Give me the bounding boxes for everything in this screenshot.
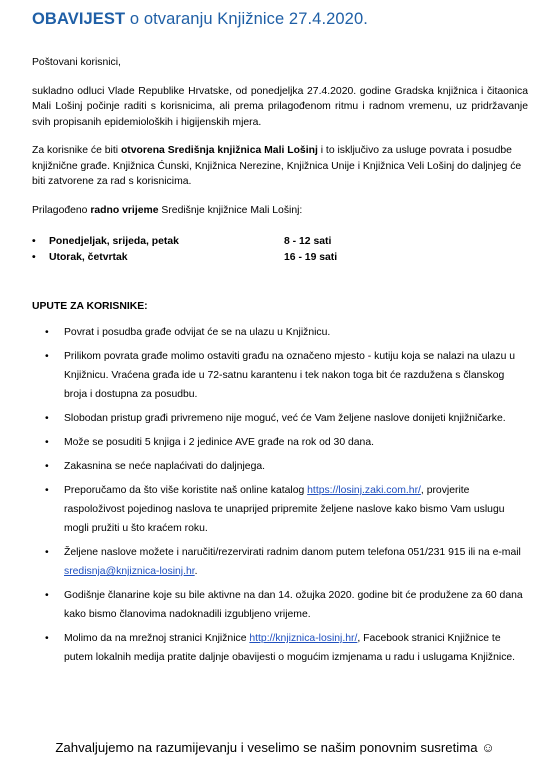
- hours-intro-bold: radno vrijeme: [90, 204, 159, 216]
- instruction-item: [32, 347, 528, 404]
- instruction-text: Zakasnina se neće naplaćivati do daljnjega.: [64, 461, 266, 472]
- instruction-text: Molimo da na mrežnoj stranici Knjižnice: [64, 633, 250, 644]
- instruction-text: Povrat i posudba građe odvijat će se na ulazu u Knjižnicu.: [64, 327, 331, 338]
- hours-intro: [32, 203, 528, 219]
- hours-item: [32, 234, 528, 250]
- bullet-icon: •: [32, 251, 36, 263]
- hours-time: 8 - 12 sati: [284, 236, 332, 247]
- instruction-text: Godišnje članarine koje su bile aktivne na dan 14. ožujka 2020. godine bit će produžene za 60 dana kako bismo članovima nadoknadili izgubljeno vrijeme.: [64, 590, 523, 620]
- branches-text-a: Za korisnike će biti: [32, 145, 121, 156]
- instruction-text: Prilikom povrata građe molimo ostaviti građu na označeno mjesto - kutiju koja se nalazi na ulazu u Knjižnicu. Vraćena građa ide u 72-satnu karantenu i tek nakon toga bit će razdužena s članskog broja i dostupna za posudbu.: [64, 351, 516, 400]
- instruction-item: [32, 457, 528, 476]
- bullet-icon: •: [45, 633, 49, 644]
- hours-days: Ponedjeljak, srijeda, petak: [49, 236, 179, 247]
- bullet-icon: •: [45, 413, 49, 424]
- instruction-text: Može se posuditi 5 knjiga i 2 jedinice AVE građe na rok od 30 dana.: [64, 437, 374, 448]
- instruction-text: .: [194, 566, 198, 577]
- instruction-text: Slobodan pristup građi privremeno nije moguć, već će Vam željene naslove donijeti knjižničarke.: [64, 413, 506, 424]
- title-rest: o otvaranju Knjižnice 27.4.2020.: [125, 10, 368, 28]
- greeting: Poštovani korisnici,: [32, 57, 121, 68]
- bullet-icon: •: [32, 236, 36, 247]
- hours-intro-b: Središnje knjižnice Mali Lošinj:: [158, 204, 303, 216]
- website-link[interactable]: http://knjiznica-losinj.hr/: [249, 633, 358, 644]
- bullet-icon: •: [45, 351, 49, 362]
- bullet-icon: •: [45, 485, 49, 496]
- intro-paragraph: sukladno odluci Vlade Republike Hrvatske, od ponedjeljka 27.4.2020. godine Gradska knjižnica i čitaonica Mali Lošinj počinje raditi s korisnicima, ali prema prilagođenom ritmu i radnom vremenu, uz pridržavanje svih propisanih epidemioloških i higijenskih mjera.: [32, 85, 528, 128]
- branches-text-b: i to isključivo za usluge povrata i posudbe knjižnične građe. Knjižnica Ćunski, Knjižnica Nerezine, Knjižnica Unije i Knjižnica Veli Lošinj do daljnjeg će biti zatvorene za rad s korisnicima.: [32, 145, 522, 187]
- hours-item: [32, 250, 528, 266]
- instruction-item: [32, 409, 528, 428]
- bullet-icon: •: [45, 437, 49, 448]
- instructions-list: [32, 323, 528, 667]
- branches-paragraph: [32, 143, 528, 190]
- instruction-text: Preporučamo da što više koristite naš online katalog: [64, 485, 308, 496]
- instruction-item: [32, 629, 528, 667]
- bullet-icon: •: [45, 590, 49, 601]
- bullet-icon: •: [45, 327, 49, 338]
- instruction-text: Željene naslove možete i naručiti/rezervirati radnim danom putem telefona 051/231 915 ili na e-mail: [64, 547, 521, 558]
- branches-text-bold: otvorena Središnja knjižnica Mali Lošinj: [120, 145, 318, 156]
- hours-days: Utorak, četvrtak: [49, 251, 128, 263]
- email-link[interactable]: sredisnja@knjiznica-losinj.hr: [64, 566, 195, 577]
- instruction-item: [32, 586, 528, 624]
- instruction-item: [32, 323, 528, 342]
- page-title: [32, 10, 528, 29]
- instructions-heading: UPUTE ZA KORISNIKE:: [32, 301, 148, 312]
- bullet-icon: •: [45, 461, 49, 472]
- opening-hours-list: [32, 234, 528, 265]
- catalog-link[interactable]: https://losinj.zaki.com.hr/: [307, 485, 421, 496]
- hours-intro-a: Prilagođeno: [32, 204, 91, 216]
- instruction-text: , provjerite raspoloživost pojedinog naslova te unaprijed pripremite željene naslove kako bismo Vam uslugu mogli pružiti u što kraćem roku.: [64, 485, 505, 534]
- instruction-item: [32, 481, 528, 538]
- hours-time: 16 - 19 sati: [284, 251, 338, 263]
- bullet-icon: •: [45, 547, 49, 558]
- instruction-item: [32, 543, 528, 581]
- instruction-text: , Facebook stranici Knjižnice te putem lokalnih medija pratite daljnje obavijesti o mogućim izmjenama u radu i uslugama Knjižnice.: [64, 633, 516, 663]
- instruction-item: [32, 433, 528, 452]
- closing-note: Zahvaljujemo na razumijevanju i veselimo se našim ponovnim susretima ☺: [55, 740, 495, 755]
- title-bold: OBAVIJEST: [32, 10, 126, 28]
